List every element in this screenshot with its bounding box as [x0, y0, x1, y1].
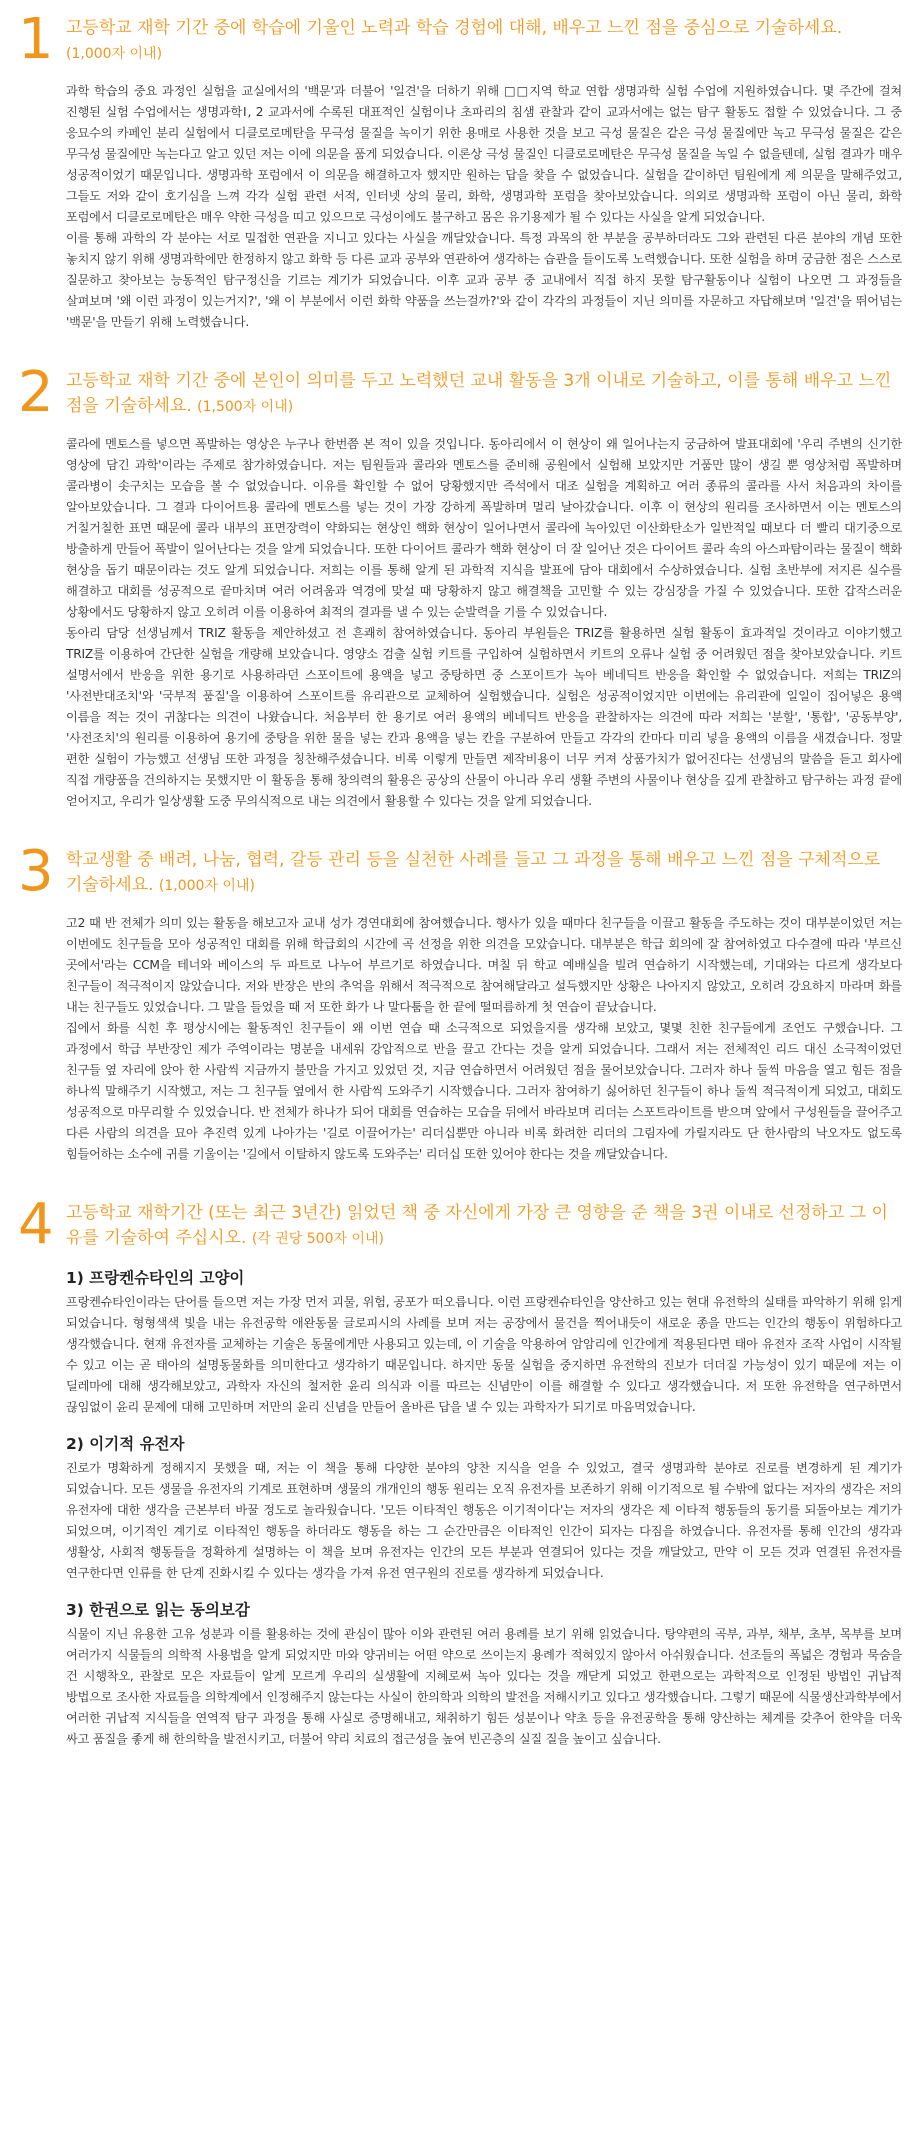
question-char-limit: (1,500자 이내)	[197, 399, 294, 415]
question-number: 2	[18, 360, 54, 425]
question-2	[18, 360, 902, 812]
question-title-text: 고등학교 재학 기간 중에 학습에 기울인 노력과 학습 경험에 대해, 배우고 느낀 점을 중심으로 기술하세요.	[66, 18, 843, 38]
answer-paragraph: 과학 학습의 중요 과정인 실험을 교실에서의 '백문'과 더불어 '일견'을 더하기 위해 □□지역 학교 연합 생명과학 실험 수업에 지원하였습니다. 몇 주간에 걸쳐 진행된 실험 수업에서는 생명과학Ⅰ, 2 교과서에 수록된 대표적인 실험이나 초파리의 침샘 관찰과 같이 교과서에는 없는 탐구 활동도 접할 수 있었습니다. 그 중 응묘수의 카페인 분리 실험에서 디클로로메탄을 무극성 물질을 녹이기 위한 용매로 사용한 것을 보고 극성 물질은 같은 극성 물질에만 녹고 무극성 물질은 같은 무극성 물질에만 녹는다고 알고 있던 저는 이에 의문을 품게 되었습니다. 이론상 극성 물질인 디클로로메탄은 무극성 물질을 녹일 수 없을텐데, 실험 결과가 매우 성공적이었기 때문입니다. 생명과학 포럼에서 이 의문을 해결하고자 했지만 원하는 답을 찾을 수 없었습니다. 실험을 같이하던 팀원에게 제 의문을 말해주었고, 그들도 저와 같이 호기심을 느껴 각각 실험 관련 서적, 인터넷 상의 물리, 화학, 생명과학 포럼을 찾아보았습니다. 의외로 생명과학 포럼이 아닌 물리, 화학 포럼에서 디클로로메탄은 매우 약한 극성을 띠고 있으므로 극성이에도 불구하고 몸은 유기용제가 될 수 있다는 사실을 알게 되었습니다.	[66, 84, 902, 224]
question-title	[66, 1201, 902, 1252]
answer-paragraph: 집에서 화를 식힌 후 평상시에는 활동적인 친구들이 왜 이번 연습 때 소극적으로 되었을지를 생각해 보았고, 몇몇 친한 친구들에게 조언도 구했습니다. 그 과정에서 학급 부반장인 제가 주역이라는 명분을 내세워 강압적으로 반을 끌고 간다는 것을 알게 되었습니다. 그래서 저는 전체적인 리드 대신 소극적이었던 친구들 옆 자리에 앉아 한 사람씩 지금까지 불만을 가지고 있었던 것, 지금 연습하면서 어려웠던 점을 물어보았습니다. 그러자 하나 둘씩 마음을 열고 힘든 점을 하나씩 말해주기 시작했고, 저는 그 친구들 옆에서 한 사람씩 도와주기 시작했습니다. 그러자 참여하기 싫어하던 친구들이 하나 둘씩 적극적이게 되었고, 대회도 성공적으로 마무리할 수 있었습니다. 반 전체가 하나가 되어 대회를 연습하는 모습을 뒤에서 바라보며 리더는 스포트라이트를 받으며 앞에서 구성원들을 끌어주고 다른 사람의 의견을 묘아 추진력 있게 나아가는 '길로 이끌어가는' 리더십뿐만 아니라 비록 화려한 리더의 그림자에 가릴지라도 단 한사람의 낙오자도 없도록 힘들어하는 소수에 귀를 기울이는 '길에서 이탈하지 않도록 도와주는' 리더십 또한 있어야 한다는 것을 깨달았습니다.	[66, 1021, 902, 1161]
answer-paragraph: 콜라에 멘토스를 넣으면 폭발하는 영상은 누구나 한번쯤 본 적이 있을 것입니다. 동아리에서 이 현상이 왜 일어나는지 궁금하여 발표대회에 '우리 주변의 신기한 영상에 담긴 과학'이라는 주제로 참가하였습니다. 저는 팀원들과 콜라와 멘토스를 준비해 공원에서 실험해 보았지만 거품만 많이 생길 뿐 영상처럼 폭발하며 콜라병이 솟구치는 모습을 볼 수 없었습니다. 이유를 확인할 수 없어 당황했지만 즉석에서 대조 실험을 계획하고 여러 종류의 콜라를 사서 처음과의 차이를 알아보았습니다. 그 결과 다이어트용 콜라에 멘토스를 넣는 것이 가장 강하게 폭발하며 멀리 날아갔습니다. 이후 이 현상의 원리를 조사하면서 이는 멘토스의 거칠거칠한 표면 때문에 콜라 내부의 표면장력이 약화되는 현상인 핵화 현상이 일어나면서 콜라에 녹아있던 이산화탄소가 일반적일 때보다 더 빨리 대기중으로 방출하게 만들어 폭발이 일어난다는 것을 알게 되었습니다. 또한 다이어트 콜라가 핵화 현상이 더 잘 일어난 것은 다이어트 콜라 속의 아스파탐이라는 물질이 핵화 현상을 돕기 때문이라는 것도 알게 되었습니다. 저희는 이를 통해 알게 된 과학적 지식을 발표에 담아 대회에서 수상하였습니다. 실험 초반부에 저지른 실수를 해결하고 대회를 성공적으로 끝마치며 여러 어려움과 역경에 맞설 때 당황하지 않고 해결책을 고민할 수 있는 강심장을 가질 수 있었습니다. 또한 갑작스러운 상황에서도 당황하지 않고 오히려 이를 이용하여 최적의 결과를 낼 수 있는 순발력을 기를 수 있었습니다.	[66, 437, 902, 619]
answer-paragraph: 이를 통해 과학의 각 분야는 서로 밀접한 연관을 지니고 있다는 사실을 깨달았습니다. 특정 과목의 한 부분을 공부하더라도 그와 관련된 다른 분야의 개념 또한 놓치지 않기 위해 생명과학에만 한정하지 않고 화학 등 다른 교과 공부와 연관하여 생각하는 습관을 들이도록 노력했습니다. 또한 실험을 하며 궁금한 점은 스스로 질문하고 찾아보는 능동적인 탐구정신을 기르는 계기가 되었습니다. 이후 교과 공부 중 교내에서 직접 하지 못할 탐구활동이나 실험이 나오면 그 과정들을 살펴보며 '왜 이런 과정이 있는거지?', '왜 이 부분에서 이런 화학 약품을 쓰는걸까?'와 같이 각각의 과정들이 지닌 의미를 자문하고 자답해보며 '일견'을 뛰어넘는 '백문'을 만들기 위해 노력했습니다.	[66, 231, 902, 329]
question-number: 1	[18, 7, 54, 72]
question-1	[18, 7, 902, 333]
question-char-limit: (각 권당 500자 이내)	[251, 1231, 384, 1247]
book-review-text: 진로가 명확하게 정해지지 못했을 때, 저는 이 책을 통해 다양한 분야의 양찬 지식을 얻을 수 있었고, 결국 생명과학 분야로 진로를 변경하게 된 계기가 되었습니다. 모든 생물을 유전자의 기계로 표현하며 생물의 개개인의 행동 원리는 오직 유전자를 보존하기 위해 이기적으로 될 수밖에 없다는 저자의 생각은 저의 유전자에 대한 생각을 근본부터 바꿀 정도로 놀라웠습니다. '모든 이타적인 행동은 이기적이다'는 저자의 생각은 제 이타적 행동들의 동기를 되돌아보는 계기가 되었으며, 이기적인 계기로 이타적인 행동을 하더라도 행동을 하는 그 순간만큼은 이타적인 인간이 되자는 다짐을 하였습니다. 유전자를 통해 인간의 생각과 생활상, 사회적 행동들을 정확하게 설명하는 이 책을 보며 유전자는 인간의 모든 부분과 연결되어 있다는 것을 깨달았고, 만약 이 모든 것과 연결된 유전자를 연구한다면 인류를 한 단계 진화시킬 수 있다는 생각을 가져 유전 연구원의 진로를 생각하게 되었습니다.	[66, 1461, 902, 1580]
question-number: 4	[18, 1192, 54, 1257]
question-title	[66, 369, 902, 420]
book-title: 2) 이기적 유전자	[66, 1435, 185, 1453]
book-review-text: 식물이 지닌 유용한 고유 성분과 이를 활용하는 것에 관심이 많아 이와 관련된 여러 용례를 보기 위해 읽었습니다. 탕약편의 곡부, 과부, 채부, 초부, 목부를 보며 여러가지 식물들의 의학적 사용법을 알게 되었지만 마와 양귀비는 어떤 약으로 쓰이는지 용례가 적혀있지 않아서 아쉬웠습니다. 선조들의 폭넓은 경험과 묵숨을 건 시행착오, 관찰로 모은 자료들이 알게 모르게 우리의 실생활에 지혜로써 녹아 있다는 것을 깨닫게 되었고 한편으로는 과학적으로 인정된 방법인 귀납적 방법으로 조사한 자료들을 의학계에서 인정해주지 않는다는 사실이 한의학과 의학의 발전을 저해시키고 있다고 생각했습니다. 그렇기 때문에 식물생산과학부에서 여러한 귀납적 지식들을 연역적 탐구 과정을 통해 사실로 증명해내고, 채취하기 힘든 성분이나 약초 등을 유전공학을 통해 양산하는 체계를 갖추어 한약을 더욱 싸고 품질을 좋게 해 한의학을 발전시키고, 더불어 약리 치료의 접근성을 높여 빈곤층의 실질 질을 높이고 싶습니다.	[66, 1627, 902, 1746]
book-title: 1) 프랑켄슈타인의 고양이	[66, 1269, 245, 1287]
answer-paragraph: 동아리 담당 선생님께서 TRIZ 활동을 제안하셨고 전 흔쾌히 참여하였습니다. 동아리 부원들은 TRIZ를 활용하면 실험 활동이 효과적일 것이라고 이야기했고 TRIZ를 이용하여 간단한 실험을 개량해 보았습니다. 영양소 검출 실험 키트를 구입하여 실험하면서 키트의 오류나 실험 중 어려웠던 점을 찾아보았습니다. 키트 설명서에서 반응을 위한 용기로 사용하라던 스포이트에 용액을 넣고 중탕하면 중 스포이트가 녹아 베네딕트 반응을 확인할 수 없었습니다. 저희는 TRIZ의 '사전반대조치'와 '국부적 품질'을 이용하여 스포이트를 유리관으로 교체하여 실험했습니다. 실험은 성공적이었지만 이번에는 유리관에 일일이 집어넣은 용액 이름을 적는 것이 귀찮다는 의견이 나왔습니다. 처음부터 한 용기로 여러 용액의 베네딕트 반응을 관찰하자는 의견에 따라 저희는 '분할', '통합', '공동부양', '사전조치'의 원리를 이용하여 용기에 중탕을 위한 물을 넣는 칸과 용액을 넣는 칸을 구분하여 만들고 각각의 칸마다 미리 넣을 용액의 이름을 새겼습니다. 정말 편한 실험이 가능했고 선생님 또한 과정을 칭찬해주셨습니다. 비록 이렇게 만들면 제작비용이 너무 커져 상품가치가 없어진다는 선생님의 말씀을 듣고 회사에 직접 개량품을 건의하지는 못했지만 이 활동을 통해 창의력의 활용은 공상의 산물이 아니라 우리 생활 주변의 사물이나 현상을 깊게 관찰하고 탐구하는 과정 끝에 얻어지고, 우리가 일상생활 도중 무의식적으로 내는 의견에서 활용할 수 있다는 것을 알게 되었습니다.	[66, 626, 902, 808]
question-title-text: 고등학교 재학기간 (또는 최근 3년간) 읽었던 책 중 자신에게 가장 큰 영향을 준 책을 3권 이내로 선정하고 그 이유를 기술하여 주십시오.	[66, 1203, 888, 1248]
answer-paragraph: 고2 때 반 전체가 의미 있는 활동을 해보고자 교내 성가 경연대회에 참여했습니다. 행사가 있을 때마다 친구들을 이끌고 활동을 주도하는 것이 대부분이었던 저는 이번에도 친구들을 모아 성공적인 대회를 위해 학급회의 시간에 곡 선정을 위한 의견을 모았습니다. 대부분은 학급 회의에 잘 참여하였고 다수결에 따라 '부르신 곳에서'라는 CCM을 테너와 베이스의 두 파트로 나누어 부르기로 하였습니다. 며칠 뒤 학교 예배실을 빌려 연습하기 시작했는데, 기대와는 다르게 생각보다 친구들이 적극적이지 않았습니다. 저와 반장은 반의 추억을 위해서 적극적으로 참여해달라고 설득했지만 상황은 나아지지 않았고, 오히려 강요하지 마라며 화를 내는 친구들도 있었습니다. 그 말을 들었을 때 저 또한 화가 나 말다툼을 한 끝에 떨떠름하게 첫 연습이 끝났습니다.	[66, 916, 902, 1014]
book-review-text: 프랑켄슈타인이라는 단어를 들으면 저는 가장 먼저 괴물, 위험, 공포가 떠오릅니다. 이런 프랑켄슈타인을 양산하고 있는 현대 유전학의 실태를 파악하기 위해 읽게 되었습니다. 형형색색 빛을 내는 유전공학 애완동물 글로피시의 사례를 보며 저는 공장에서 물건을 찍어내듯이 새로운 종을 만드는 인간의 행동이 위험하다고 생각했습니다. 현재 유전자를 교체하는 기술은 동물에게만 사용되고 있는데, 이 기술을 악용하여 암암리에 인간에게 적용된다면 태아 유전자 조작 사업이 시작될 수 있고 이는 곧 태아의 설명동물화를 의미한다고 생각하기 때문입니다. 하지만 동물 실험을 중지하면 유전학의 진보가 더더질 가능성이 있기 때문에 저는 이 딜레마에 대해 생각해보았고, 과학자 자신의 철저한 윤리 의식과 이를 따르는 신념만이 이를 해결할 수 있다고 생각했습니다. 저 또한 유전학을 연구하면서 끊임없이 윤리 문제에 대해 고민하며 저만의 윤리 신념을 만들어 올바른 답을 낼 수 있는 과학자가 되기로 마음먹었습니다.	[66, 1295, 902, 1414]
question-body	[64, 367, 902, 812]
question-body	[64, 1199, 902, 1750]
question-3	[18, 839, 902, 1165]
question-4	[18, 1192, 902, 1750]
question-char-limit: (1,000자 이내)	[66, 46, 163, 62]
question-number: 3	[18, 839, 54, 904]
question-title	[66, 848, 902, 899]
question-body	[64, 846, 902, 1165]
question-title-text: 고등학교 재학 기간 중에 본인이 의미를 두고 노력했던 교내 활동을 3개 이내로 기술하고, 이를 통해 배우고 느낀 점을 기술하세요.	[66, 371, 892, 416]
book-title: 3) 한권으로 읽는 동의보감	[66, 1601, 250, 1619]
question-char-limit: (1,000자 이내)	[158, 878, 255, 894]
question-body	[64, 14, 902, 333]
question-title	[66, 16, 902, 67]
question-title-text: 학교생활 중 배려, 나눔, 협력, 갈등 관리 등을 실천한 사례를 들고 그 과정을 통해 배우고 느낀 점을 구체적으로 기술하세요.	[66, 850, 881, 895]
